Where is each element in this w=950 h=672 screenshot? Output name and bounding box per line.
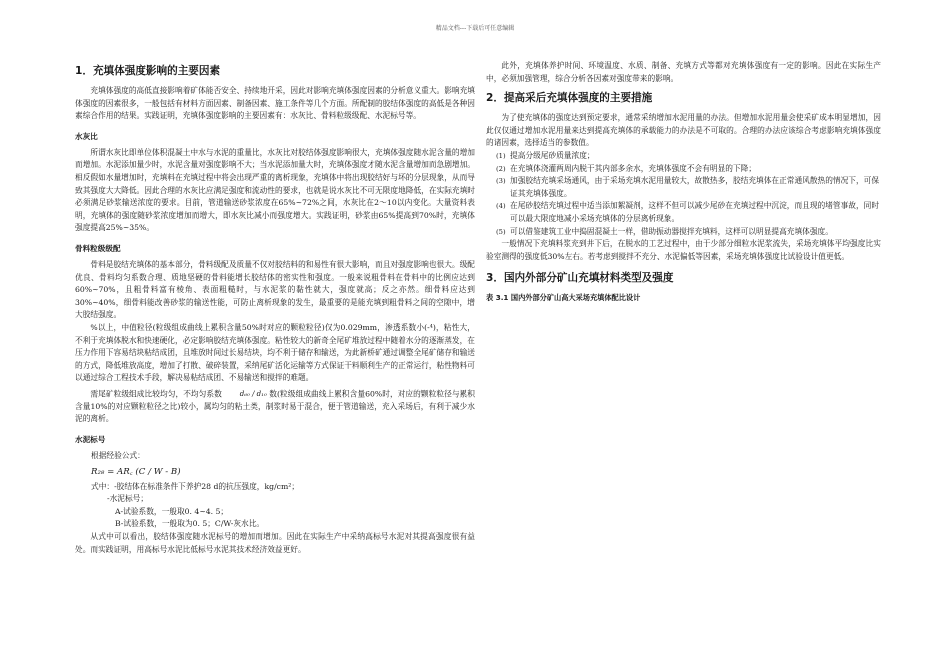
subheading-water-cement-ratio: 水灰比: [75, 131, 98, 141]
continuation-paragraph: 此外，充填体养护时间、环境温度、水质、制备、充填方式等都对充填体强度有一定的影响。因此在实际生产中，必须加强管理，综合分析各因素对强度带来的影响。: [486, 61, 881, 83]
formula-definition-2: -水泥标号；: [107, 494, 149, 504]
cement-intro: 根据经验公式：: [91, 450, 145, 460]
measures-list: [486, 150, 881, 238]
water-cement-paragraph: 所谓水灰比即单位体积混凝土中水与水泥的重量比，水灰比对胶结体强度影响很大，充填体强度随水泥含量的增加而增加。水泥添加量少时，水泥含量对强度影响不大；当水泥添加量大时，充填体强度才随水泥含量增加而急剧增加。相反假如水量增加时，充填料在充填过程中将会出现严重的离析现象，充填体中将出现胶结好与坏的分层现象，从而导致其强度大大降低。因此合理的水灰比应满足强度和流动性的要求，也就是说水灰比不可无限度地降低，在实际充填时必须满足砂浆输送浓度的要求。目前，管道输送砂浆浓度在65%~72%之间，水灰比在2～10以内变化。大量资料表明，充填体的强度随砂浆浓度增加而增大，即水灰比减小而强度增大。实践证明，砂浆由65%提高到70%时，充填体强度提高25%~35%。: [75, 147, 475, 233]
list-item: [496, 226, 881, 239]
list-number: (5): [496, 227, 506, 236]
list-item: [496, 200, 881, 225]
list-text: 在尾砂胶结充填过程中适当添加絮凝剂，这样不但可以减少尾砂在充填过程中沉淀，而且现的堵管事故，同时可以最大限度地减小采场充填体的分层离析现象。: [510, 201, 880, 223]
aggregate-p3-after: 数(粒级组成曲线上累积含量60%时，对应的颗粒粒径与累积含量10%的对应颗粒粒径之比)较小，属均匀的粘土类，制浆时易于混合，便于管道输送，充入采场后，有利于减少水泥的离析。: [75, 389, 475, 424]
cement-conclusion: 从式中可以看出，胶结体强度随水泥标号的增加而增加。因此在实际生产中采纳高标号水泥对其提高强度很有益处。而实践证明，用高标号水泥比低标号水泥其技术经济效益更好。: [75, 531, 475, 554]
list-number: (1): [496, 151, 506, 160]
section-2-title: 2．提高采后充填体强度的主要措施: [486, 92, 653, 105]
header-note: 精品文档---下载后可任意编辑: [435, 25, 515, 32]
section-2-intro: 为了使充填体的强度达到预定要求，通常采纳增加水泥用量的办法。但增加水泥用量会使采矿成本明显增加，因此仅仅通过增加水泥用量来达到提高充填体的承载能力的办法是不可取的。合理的办法应该综合考虑影响充填体强度的诸因素，选择适当的参数值。: [486, 113, 881, 148]
formula-definition-4: B-试验系数，一般取为0. 5；C/W-灰水比。: [115, 519, 265, 529]
formula-definition-1: 式中：-胶结体在标准条件下养护28 d的抗压强度，kg/cm²；: [91, 481, 300, 491]
aggregate-p3-before: 需尾矿粒级组成比较均匀，不均匀系数: [90, 389, 222, 399]
list-item: [496, 175, 881, 200]
left-column: [75, 60, 475, 556]
formula-definition-3: A-试验系数，一般取0. 4~4. 5；: [115, 506, 229, 516]
section-3-title: 3．国内外部分矿山充填材料类型及强度: [486, 272, 674, 285]
list-number: (2): [496, 164, 506, 173]
right-column: [486, 60, 881, 305]
strength-formula: R₂₈ = AR꜀ (C / W - B): [91, 466, 181, 477]
subheading-cement-grade: 水泥标号: [75, 434, 106, 444]
list-item: [496, 150, 881, 163]
list-text: 加强胶结充填采场通风，由于采场充填水泥用量较大，故散热多，胶结充填体在正常通风散热的情况下，可保证其充填体强度。: [510, 176, 880, 198]
list-number: (3): [496, 177, 506, 186]
section-2-conclusion: 一般情况下充填料浆充到井下后，在脱水的工艺过程中，由于少部分细粒水泥浆流失，采场充填体平均强度比实验室测得的强度低30%左右。若考虑到搅拌不充分、水泥偏低等因素，采场充填体强度比试验设计值更低。: [486, 239, 881, 261]
subheading-aggregate-grading: 骨料粒级级配: [75, 243, 121, 253]
aggregate-paragraph-2: %以上，中值粒径(粒级组成曲线上累积含量50%时对应的颗粒粒径)仅为0.029mm，渗透系数小(-⁴)，粘性大，不利于充填体脱水和快速硬化，必定影响胶结充填体强度。粘性较大的新奇全尾矿堆放过程中随着水分的逐渐蒸发，在压力作用下容易结块粘结成团，且堆放时间过长易结块，均不利于储存和输送，为此新桥矿通过调整全尾矿储存和输送的方式，降低堆放高度，增加了打散、破碎装置，采纳尾矿活化运输等方式保证干料顺利生产的正常运行，粘性物料可以通过综合工程技术手段，解决易粘结成团、不易输送和搅拌的难题。: [75, 322, 475, 383]
aggregate-paragraph-1: 骨料是胶结充填体的基本部分，骨料级配及质量不仅对胶结料的和易性有很大影响，而且对强度影响也很大。级配优良、骨料均匀系数合理、质地坚硬的骨料能增长胶结体的密实性和强度。一般来说粗骨料在骨料中的比例应达到60%~70%，且粗骨料富有棱角、表面粗糙时，与水泥浆的黏性就大，强度就高；反之亦然。细骨料应达到30%~40%，细骨料能改善砂浆的输送性能，可防止离析现象的发生，最重要的是能充填到粗骨料之间的空隙中，增大胶结强度。: [75, 259, 475, 320]
list-number: (4): [496, 202, 506, 211]
list-text: 提高分级尾砂质量浓度；: [510, 150, 595, 160]
uniformity-coefficient-formula: d₆₀ / d₁₀: [239, 389, 267, 398]
section-1-intro: 充填体强度的高低直接影响着矿体能否安全、持续地开采，因此对影响充填体强度因素的分析意义重大。影响充填体强度的因素很多，一般包括有材料方面因素、制备因素、施工条件等几个方面。所配制的胶结体强度的高低是各种因素综合作用的结果。实践证明，充填体强度影响的主要因素有：水灰比、骨料粒级级配、水泥标号等。: [75, 86, 475, 121]
list-item: [496, 163, 881, 176]
list-text: 可以借鉴建筑工业中捣固混凝土一样，借助振动器搅拌充填料，这样可以明显提高充填体强度。: [510, 226, 833, 236]
list-text: 在充填体浇灌两周内脱干其内部多余水，充填体强度不会有明显的下降；: [510, 163, 757, 173]
section-1-title: 1．充填体强度影响的主要因素: [75, 65, 221, 77]
aggregate-paragraph-3: [75, 388, 475, 426]
table-caption: 表 3.1 国内外部分矿山高大采场充填体配比设计: [486, 293, 641, 303]
